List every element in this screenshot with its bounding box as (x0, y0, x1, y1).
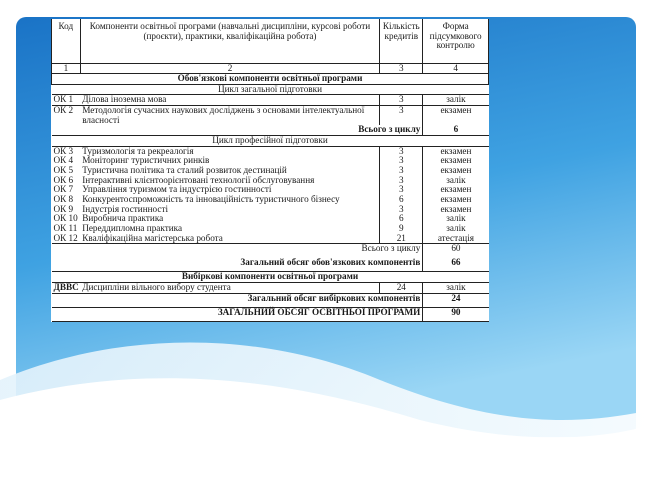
row-name: Дисципліни вільного вибору студента (80, 282, 380, 293)
row-form: екзамен (423, 146, 489, 156)
row-name: Туризмологія та рекреалогія (80, 146, 380, 156)
row-credits: 3 (380, 146, 423, 156)
row-code: ОК 6 (53, 174, 74, 185)
elective-total-label: Загальний обсяг вибіркових компонентів (52, 293, 423, 307)
row-code: ОК 11 (53, 223, 78, 233)
header-form: Форма підсумкового контролю (423, 19, 489, 63)
row-credits: 9 (380, 224, 423, 234)
row-credits: 6 (380, 195, 423, 205)
section-row (52, 84, 489, 95)
row-form: залік (423, 95, 489, 106)
row-credits: 3 (380, 205, 423, 215)
mandatory-total-label: Загальний обсяг обов'язкових компонентів (52, 258, 423, 272)
row-name: Кваліфікаційна магістерська робота (80, 234, 380, 244)
subtotal-row (52, 293, 489, 307)
row-code: ОК 2 (52, 106, 81, 126)
row-credits: 3 (380, 106, 423, 126)
row-name: Інтерактивні клієнтоорієнтовані технології обслуговування (80, 176, 380, 186)
row-form: екзамен (440, 155, 472, 166)
row-form: залік (446, 213, 466, 224)
row-name: Індустрія гостинності (80, 205, 380, 215)
row-code: ОК 12 (53, 232, 78, 243)
curriculum-document (51, 19, 489, 322)
curriculum-table (51, 19, 489, 322)
row-form: екзамен (440, 203, 472, 214)
row-code: ОК 3 (52, 146, 81, 156)
row-credits: 3 (380, 185, 423, 195)
row-code: ОК 5 (53, 165, 74, 176)
row-name: Переддипломна практика (80, 224, 380, 234)
row-credits: 6 (380, 214, 423, 224)
professional-cycle-title: Цикл професійної підготовки (52, 136, 489, 147)
row-credits: 3 (380, 176, 423, 186)
row-form: атестація (437, 232, 474, 243)
subtotal-row (52, 125, 489, 135)
header-name: Компоненти освітньої програми (навчальні дисципліни, курсові роботи (проєкти), практики, кваліфікаційна робота) (80, 19, 380, 63)
row-code: ОК 9 (53, 203, 74, 214)
row-form: залік (446, 174, 466, 185)
row-credits: 21 (380, 234, 423, 244)
header-credits: Кількість кредитів (380, 19, 423, 63)
row-code: ДВВС (53, 281, 79, 292)
row-name: Методологія сучасних наукових досліджень з основами інтелектуальної власності (80, 106, 380, 126)
section-row (52, 272, 489, 283)
table-header-row (52, 19, 489, 63)
row-name: Управління туризмом та індустрією гостинності (80, 185, 380, 195)
general-total-label: Всього з циклу (52, 125, 423, 135)
subtotal-row (52, 244, 489, 258)
mandatory-total-value: 66 (451, 256, 461, 267)
row-name: Конкурентоспроможність та інноваційність туристичного бізнесу (80, 195, 380, 205)
row-credits: 3 (380, 156, 423, 166)
row-form: залік (423, 282, 489, 293)
row-form: екзамен (440, 194, 472, 205)
section-row (52, 136, 489, 147)
general-cycle-title: Цикл загальної підготовки (52, 84, 489, 95)
row-credits: 24 (380, 282, 423, 293)
table-row (52, 106, 489, 126)
column-number: 2 (80, 63, 380, 74)
grand-total-label: ЗАГАЛЬНИЙ ОБСЯГ ОСВІТНЬОЇ ПРОГРАМИ (52, 307, 423, 321)
row-credits: 3 (380, 166, 423, 176)
section-row (52, 74, 489, 85)
grand-total-value: 90 (423, 307, 489, 321)
row-form: екзамен (440, 165, 472, 176)
table-row (52, 95, 489, 106)
row-credits: 3 (380, 95, 423, 106)
column-number-row (52, 63, 489, 74)
column-number: 4 (423, 63, 489, 74)
mandatory-title: Обов'язкові компоненти освітньої програми (52, 74, 489, 85)
general-total-value: 6 (453, 124, 459, 135)
row-form: залік (446, 223, 466, 233)
row-form: екзамен (423, 106, 489, 126)
row-name: Моніторинг туристичних ринків (80, 156, 380, 166)
elective-title: Вибіркові компоненти освітньої програми (52, 272, 489, 283)
header-code: Код (52, 19, 81, 63)
column-number: 3 (380, 63, 423, 74)
table-row (52, 282, 489, 293)
table-row (52, 234, 489, 244)
row-code: ОК 4 (53, 155, 74, 166)
row-code: ОК 1 (52, 95, 81, 106)
professional-total-value: 60 (423, 244, 489, 258)
row-code: ОК 7 (53, 184, 74, 195)
row-name: Виробнича практика (80, 214, 380, 224)
row-code: ОК 10 (53, 213, 78, 224)
professional-total-label: Всього з циклу (52, 244, 423, 258)
row-form: екзамен (440, 184, 472, 195)
row-name: Ділова іноземна мова (80, 95, 380, 106)
elective-total-value: 24 (423, 293, 489, 307)
column-number: 1 (52, 63, 81, 74)
subtotal-row (52, 258, 489, 272)
row-code: ОК 8 (53, 194, 74, 205)
row-name: Туристична політика та сталий розвиток дестинацій (80, 166, 380, 176)
grand-total-row (52, 307, 489, 321)
